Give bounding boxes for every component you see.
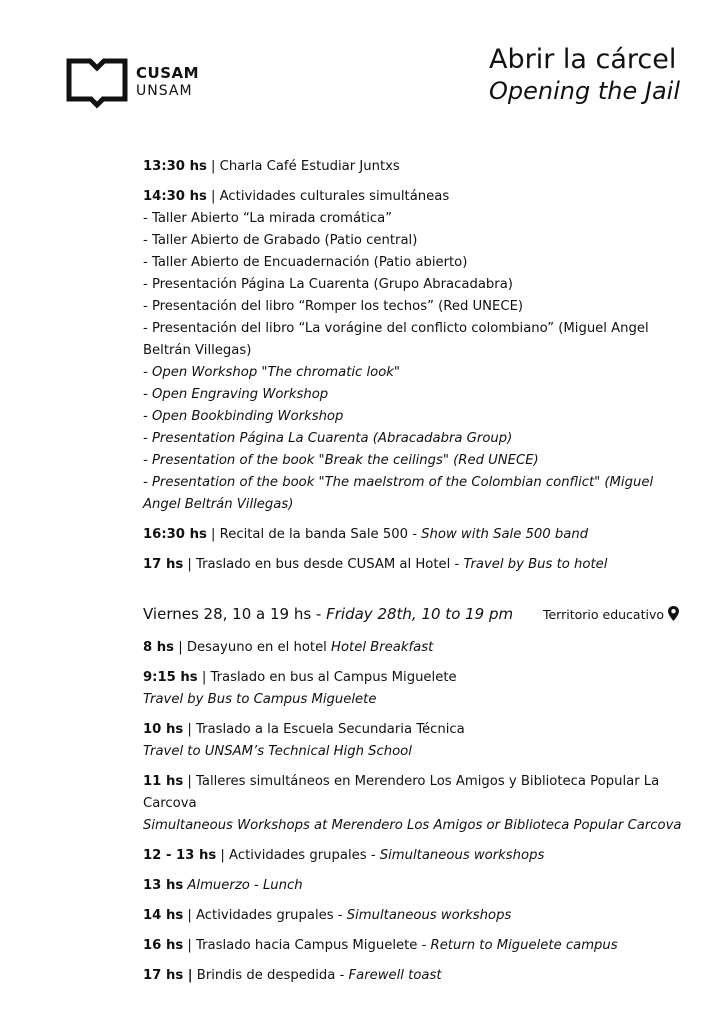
activity-item-en: - Presentation of the book "The maelstrom of the Colombian conflict" (Miguel Angel Beltrán Villegas): [143, 475, 654, 512]
logo-unsam: UNSAM: [136, 83, 193, 99]
location-label: Territorio educativo: [543, 604, 680, 626]
activity-item: - Presentación del libro “Romper los techos” (Red UNECE): [143, 299, 524, 314]
item-text: | Charla Café Estudiar Juntxs: [206, 159, 400, 174]
activity-item: - Taller Abierto de Grabado (Patio central): [143, 233, 418, 248]
item-time: 16:30 hs: [143, 527, 207, 542]
activity-item: - Taller Abierto “La mirada cromática”: [143, 211, 393, 226]
activity-item: - Presentación Página La Cuarenta (Grupo Abracadabra): [143, 277, 513, 292]
item-english: Show with Sale 500 band: [421, 527, 589, 542]
activity-item: - Presentación del libro “La vorágine del conflicto colombiano” (Miguel Angel Beltrán Villegas): [143, 321, 649, 358]
schedule-item-en: Travel to UNSAM’s Technical High School: [143, 744, 412, 759]
friday-schedule: [143, 637, 688, 987]
title-english: Opening the Jail: [489, 77, 680, 105]
thursday-schedule: [143, 156, 688, 576]
schedule-item: 9:15 hs | Traslado en bus al Campus Miguelete: [143, 670, 457, 685]
item-time: 14:30 hs: [143, 189, 207, 204]
schedule-item: 17 hs | Brindis de despedida - Farewell toast: [143, 968, 442, 983]
schedule-item-en: Simultaneous Workshops at Merendero Los Amigos or Biblioteca Popular Carcova: [143, 818, 682, 833]
title-spanish: Abrir la cárcel: [489, 44, 677, 75]
schedule-item: 16 hs | Traslado hacia Campus Miguelete - Return to Miguelete campus: [143, 938, 618, 953]
activity-item-en: - Open Bookbinding Workshop: [143, 409, 344, 424]
friday-heading: Viernes 28, 10 a 19 hs - Friday 28th, 10 to 19 pm: [143, 605, 514, 623]
activity-item: - Taller Abierto de Encuadernación (Patio abierto): [143, 255, 468, 270]
cusam-logo: [66, 57, 216, 109]
schedule-item: [143, 524, 688, 546]
schedule-item: [143, 156, 688, 178]
page-title: [489, 44, 680, 106]
open-book-icon: [66, 57, 128, 109]
schedule-item: 12 - 13 hs | Actividades grupales - Simultaneous workshops: [143, 848, 545, 863]
item-text: | Actividades culturales simultáneas: [206, 189, 450, 204]
item-text: | Recital de la banda Sale 500 -: [206, 527, 422, 542]
location-pin-icon: [667, 605, 680, 622]
item-text: | Traslado en bus desde CUSAM al Hotel -: [183, 557, 464, 572]
schedule-item: 10 hs | Traslado a la Escuela Secundaria Técnica: [143, 722, 465, 737]
item-time: 13:30 hs: [143, 159, 207, 174]
schedule-item: 13 hs Almuerzo - Lunch: [143, 878, 303, 893]
item-time: 17 hs: [143, 557, 184, 572]
activity-item-en: - Presentation of the book "Break the ceilings" (Red UNECE): [143, 453, 539, 468]
schedule-item: 14 hs | Actividades grupales - Simultaneous workshops: [143, 908, 512, 923]
schedule-item: [143, 554, 688, 576]
schedule-item: 8 hs | Desayuno en el hotel Hotel Breakfast: [143, 640, 434, 655]
schedule-item: [143, 186, 688, 208]
activity-item-en: - Open Engraving Workshop: [143, 387, 329, 402]
activity-item-en: - Open Workshop "The chromatic look": [143, 365, 400, 380]
activity-item-en: - Presentation Página La Cuarenta (Abracadabra Group): [143, 431, 513, 446]
logo-cusam: CUSAM: [136, 64, 200, 82]
item-english: Travel by Bus to hotel: [463, 557, 608, 572]
schedule-item-en: Travel by Bus to Campus Miguelete: [143, 692, 377, 707]
schedule-item: 11 hs | Talleres simultáneos en Merendero Los Amigos y Biblioteca Popular La Carcova: [143, 774, 660, 811]
